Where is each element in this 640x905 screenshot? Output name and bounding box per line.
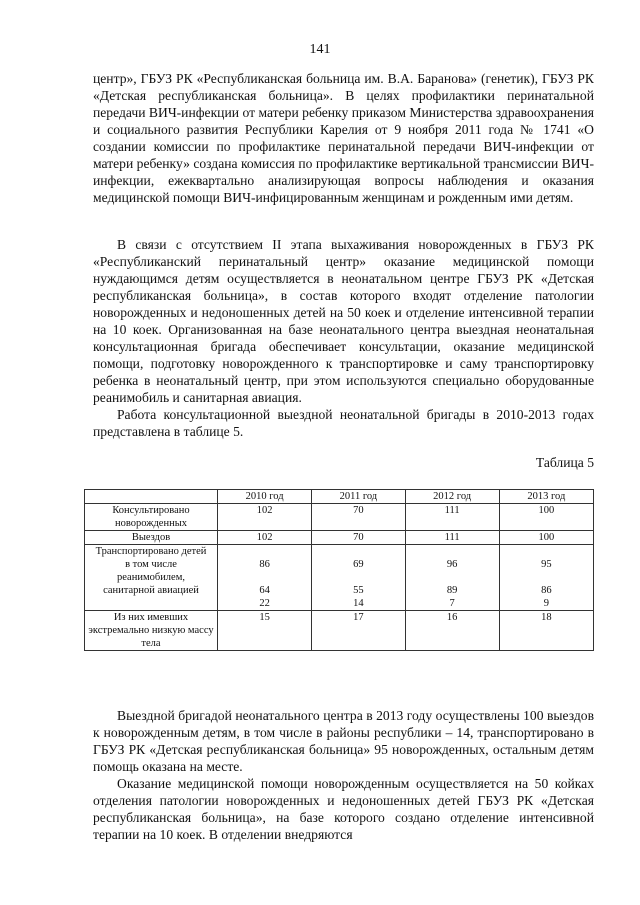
table-header-year: 2013 год <box>499 490 593 504</box>
table-cell: 16 <box>405 611 499 651</box>
row-label: Из них имевших экстремально низкую массу тела <box>85 611 218 651</box>
cell-total: 86 <box>259 559 270 570</box>
text-block-middle <box>93 236 594 440</box>
row-label: Выездов <box>85 531 218 545</box>
table-header-empty <box>85 490 218 504</box>
table-cell: 15 <box>218 611 312 651</box>
row-label-aviation: санитарной авиацией <box>103 585 199 596</box>
cell-reanimobile: 64 <box>259 585 270 596</box>
table-row <box>85 545 594 611</box>
cell-reanimobile: 89 <box>446 585 458 596</box>
cell-aviation: 7 <box>449 598 455 609</box>
cell-aviation: 9 <box>543 598 549 609</box>
table-header-row <box>85 490 594 504</box>
paragraph-3: Работа консультационной выездной неонатальной бригады в 2010-2013 годах представлена в таблице 5. <box>93 407 594 439</box>
data-table <box>84 489 594 651</box>
table-cell <box>499 545 593 611</box>
cell-reanimobile: 86 <box>541 585 552 596</box>
text-block-bottom <box>93 707 594 843</box>
row-label-transported <box>85 545 218 611</box>
table-cell: 100 <box>499 531 593 545</box>
table-cell: 100 <box>499 504 593 531</box>
row-label-main: Транспортировано детей <box>95 546 207 557</box>
cell-aviation: 22 <box>259 598 270 609</box>
row-label: Консультировано новорожденных <box>85 504 218 531</box>
table-cell <box>218 545 312 611</box>
table-header-year: 2010 год <box>218 490 312 504</box>
table-row <box>85 504 594 531</box>
paragraph-5: Оказание медицинской помощи новорожденным осуществляется на 50 койках отделения патологии новорожденных и недоношенных детей ГБУЗ РК «Детская республиканская больница», на базе которого создано отделение интенсивной терапии на 10 коек. В отделении внедряются <box>93 776 594 842</box>
table-caption: Таблица 5 <box>535 455 594 470</box>
table-cell: 111 <box>405 504 499 531</box>
cell-total: 96 <box>446 559 458 570</box>
table-cell: 111 <box>405 531 499 545</box>
row-label-incl: в том числе <box>125 559 177 570</box>
table-cell: 70 <box>312 531 405 545</box>
table-cell: 70 <box>312 504 405 531</box>
cell-reanimobile: 55 <box>353 585 364 596</box>
text-block-top <box>93 70 594 206</box>
table-cell <box>312 545 405 611</box>
table-row <box>85 611 594 651</box>
table-header-year: 2012 год <box>405 490 499 504</box>
table-header-year: 2011 год <box>312 490 405 504</box>
page-number: 141 <box>309 42 331 57</box>
paragraph-1: центр», ГБУЗ РК «Республиканская больница им. В.А. Баранова» (генетик), ГБУЗ РК «Детская республиканская больница». В целях профилактики перинатальной передачи ВИЧ-инфекции от матери ребенку приказом Министерства здравоохранения и социального развития Республики Карелия от 9 ноября 2011 года № 1741 «О создании комиссии по профилактике перинатальной передачи ВИЧ-инфекции от матери ребенку» создана комиссия по профилактике вертикальной трансмиссии ВИЧ-инфекции, ежеквартально анализирующая вопросы наблюдения и оказания медицинской помощи ВИЧ-инфицированным женщинам и рожденным ими детям. <box>93 71 594 205</box>
row-label-reanimobile: реанимобилем, <box>117 572 185 583</box>
cell-total: 95 <box>541 559 552 570</box>
table-row <box>85 531 594 545</box>
table-cell <box>405 545 499 611</box>
cell-aviation: 14 <box>353 598 364 609</box>
paragraph-4: Выездной бригадой неонатального центра в 2013 году осуществлены 100 выездов к новорожденным детям, в том числе в районы республики – 14, транспортировано в ГБУЗ РК «Детская республиканская больница» 95 новорожденных, остальным детям помощь оказана на месте. <box>93 708 594 774</box>
paragraph-2: В связи с отсутствием II этапа выхаживания новорожденных в ГБУЗ РК «Республиканский перинатальный центр» оказание медицинской помощи нуждающимся детям осуществляется в неонатальном центре ГБУЗ РК «Детская республиканская больница», в состав которого входят отделение патологии новорожденных и недоношенных детей на 50 коек и отделение интенсивной терапии на 10 коек. Организованная на базе неонатального центра выездная неонатальная консультационная бригада обеспечивает консультации, оказание медицинской помощи, подготовку новорожденного к транспортировке и саму транспортировку ребенка в неонатальный центр, при этом используются специально оборудованные реанимобиль и санитарная авиация. <box>93 237 594 405</box>
table-cell: 18 <box>499 611 593 651</box>
table-cell: 17 <box>312 611 405 651</box>
cell-total: 69 <box>353 559 364 570</box>
table-cell: 102 <box>218 531 312 545</box>
table-cell: 102 <box>218 504 312 531</box>
